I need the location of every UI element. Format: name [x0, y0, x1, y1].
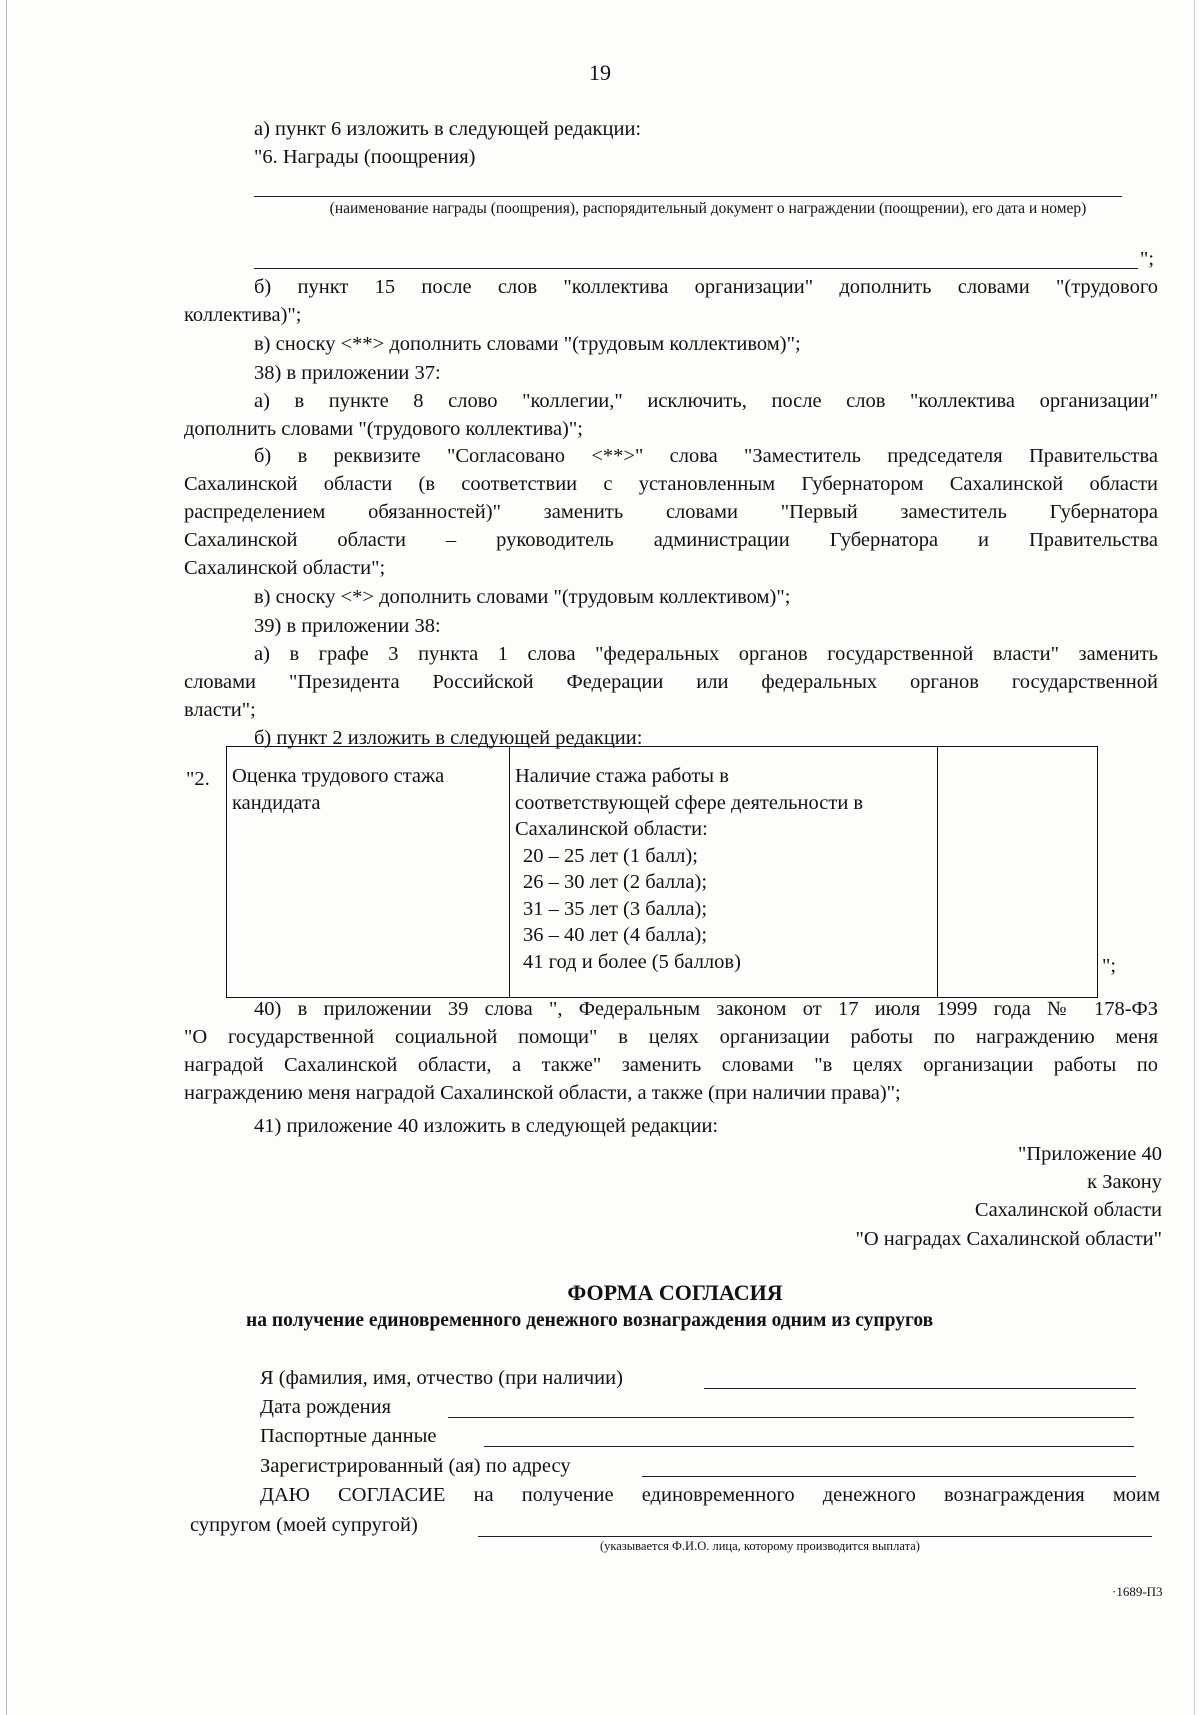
para-38: 38) в приложении 37:	[254, 362, 441, 384]
table-end-quote: ";	[1102, 955, 1117, 977]
table-cell-scores	[510, 747, 938, 998]
table-row	[227, 747, 1098, 998]
page-number: 19	[589, 60, 611, 85]
para-40-line2: "О государственной социальной помощи" в целях организации работы по награждению меня	[184, 1026, 1158, 1048]
appendix-region: Сахалинской области	[974, 1199, 1162, 1221]
para-a-point8-line1: а) в пункте 8 слово "коллегии," исключить, после слов "коллектива организации"	[254, 390, 1158, 412]
consent-line1: ДАЮ СОГЛАСИЕ на получение единовременного денежного вознаграждения моим	[260, 1484, 1160, 1506]
field-address-label: Зарегистрированный (ая) по адресу	[260, 1455, 571, 1477]
para-40-line1: 40) в приложении 39 слова ", Федеральным законом от 17 июля 1999 года № 178-ФЗ	[254, 998, 1158, 1020]
awards-blank-line-2	[254, 268, 1138, 269]
consent-caption: (указывается Ф.И.О. лица, которому производится выплата)	[600, 1539, 920, 1553]
awards-end-quote: ";	[1140, 248, 1155, 270]
appendix-law: к Закону	[1087, 1171, 1162, 1193]
score-line: Сахалинской области:	[515, 818, 708, 840]
field-birth-line	[448, 1417, 1134, 1418]
awards-blank-line-1	[254, 196, 1122, 197]
para-b-requisite-line2: Сахалинской области (в соответствии с установленным Губернатором Сахалинской области	[184, 473, 1158, 495]
consent-line2: супругом (моей супругой)	[190, 1514, 418, 1536]
para-v-footnote2: в) сноску <*> дополнить словами "(трудовым коллективом)";	[254, 586, 791, 608]
form-title: ФОРМА СОГЛАСИЯ	[567, 1280, 783, 1305]
field-passport-line	[484, 1446, 1134, 1447]
para-b-point2: б) пункт 2 изложить в следующей редакции:	[254, 727, 643, 749]
form-subtitle: на получение единовременного денежного вознаграждения одним из супругов	[246, 1310, 934, 1331]
para-v-footnote: в) сноску <**> дополнить словами "(трудовым коллективом)";	[254, 333, 801, 355]
table-row-number: "2.	[186, 768, 210, 790]
para-b-requisite-line1: б) в реквизите "Согласовано <**>" слова "Заместитель председателя Правительства	[254, 445, 1158, 467]
para-b-point15-line2: коллектива)";	[184, 304, 302, 326]
field-address-line	[642, 1476, 1136, 1477]
field-name-line	[704, 1388, 1136, 1389]
score-line: 36 – 40 лет (4 балла);	[523, 924, 708, 946]
awards-caption: (наименование награды (поощрения), распорядительный документ о награждении (поощрении), его дата и номер)	[329, 200, 1087, 217]
para-b-point15-line1: б) пункт 15 после слов "коллектива организации" дополнить словами "(трудового	[254, 276, 1158, 298]
para-b-requisite-line5: Сахалинской области";	[184, 557, 386, 579]
score-line: 26 – 30 лет (2 балла);	[523, 871, 708, 893]
para-41: 41) приложение 40 изложить в следующей редакции:	[254, 1115, 719, 1137]
awards-heading: "6. Награды (поощрения)	[254, 146, 476, 168]
score-line: Наличие стажа работы в	[515, 765, 729, 787]
para-a-column3-line2: словами "Президента Российской Федерации или федеральных органов государственной	[184, 671, 1158, 693]
score-line: 31 – 35 лет (3 балла);	[523, 897, 708, 920]
para-40-line3: наградой Сахалинской области, а также" заменить словами "в целях организации работы по	[184, 1054, 1158, 1076]
field-name-label: Я (фамилия, имя, отчество (при наличии)	[260, 1367, 623, 1389]
para-39: 39) в приложении 38:	[254, 615, 441, 637]
appendix-law-title: "О наградах Сахалинской области"	[855, 1228, 1162, 1250]
para-b-requisite-line3: распределением обязанностей)" заменить словами "Первый заместитель Губернатора	[184, 501, 1158, 523]
score-line: 41 год и более (5 баллов)	[523, 950, 741, 973]
scan-right-edge	[1194, 0, 1195, 1715]
table-cell-empty	[938, 747, 1098, 998]
criteria-table	[226, 746, 1098, 998]
appendix-label: "Приложение 40	[1017, 1143, 1162, 1165]
item-a-point6: а) пункт 6 изложить в следующей редакции:	[254, 118, 642, 140]
para-a-column3-line3: власти";	[184, 699, 256, 721]
score-line: соответствующей сфере деятельности в	[515, 791, 864, 814]
table-cell-criterion	[227, 747, 510, 998]
scan-left-edge	[6, 0, 7, 1715]
field-birth-label: Дата рождения	[260, 1396, 392, 1418]
field-passport-label: Паспортные данные	[260, 1425, 437, 1447]
para-a-column3-line1: а) в графе 3 пункта 1 слова "федеральных органов государственной власти" заменить	[254, 643, 1158, 665]
consent-recipient-line	[478, 1536, 1152, 1537]
criterion-text: Оценка трудового стажа кандидата	[232, 765, 445, 814]
para-b-requisite-line4: Сахалинской области – руководитель администрации Губернатора и Правительства	[184, 529, 1158, 551]
score-line: 20 – 25 лет (1 балл);	[523, 844, 698, 867]
para-40-line4: награждению меня наградой Сахалинской области, а также (при наличии права)";	[184, 1082, 901, 1104]
document-code: ·1689-П3	[1112, 1584, 1163, 1599]
para-a-point8-line2: дополнить словами "(трудового коллектива)";	[184, 418, 583, 440]
